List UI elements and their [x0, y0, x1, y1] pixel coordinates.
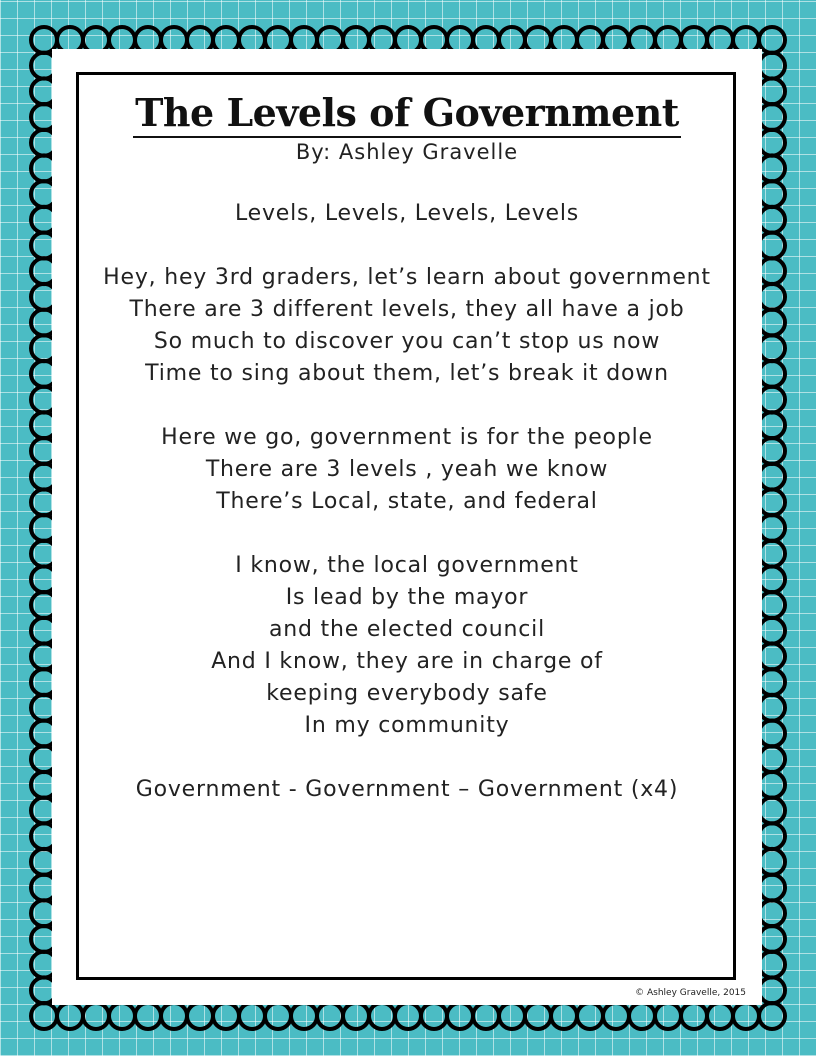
scallop-ring: [759, 130, 785, 156]
lyric-line: Levels, Levels, Levels, Levels: [234, 201, 580, 226]
page-title: The Levels of Government: [133, 90, 681, 138]
scallop-ring: [759, 387, 785, 413]
scallop-ring: [759, 155, 785, 181]
scallop-ring: [265, 1003, 291, 1029]
scallop-ring: [759, 798, 785, 824]
stanza: [79, 774, 735, 806]
scallop-ring: [759, 207, 785, 233]
scallop-ring: [629, 1003, 655, 1029]
scallop-ring: [759, 515, 785, 541]
lyric-line: Time to sing about them, let’s break it down: [145, 361, 669, 386]
lyric-line: There’s Local, state, and federal: [216, 489, 598, 514]
scallop-ring: [733, 1003, 759, 1029]
scallop-ring: [759, 464, 785, 490]
scallop-ring: [759, 720, 785, 746]
scallop-ring: [31, 1003, 57, 1029]
scallop-ring: [395, 1003, 421, 1029]
scallop-ring: [759, 104, 785, 130]
stanza: [79, 422, 735, 518]
scallop-ring: [759, 181, 785, 207]
scallop-ring: [759, 618, 785, 644]
scallop-ring: [655, 1003, 681, 1029]
scallop-ring: [525, 1003, 551, 1029]
scallop-ring: [759, 53, 785, 79]
scallop-ring: [759, 695, 785, 721]
scallop-ring: [83, 1003, 109, 1029]
scallop-ring: [759, 27, 785, 53]
scallop-ring: [759, 335, 785, 361]
stanza: [79, 262, 735, 390]
scallop-ring: [681, 1003, 707, 1029]
scallop-ring: [161, 1003, 187, 1029]
scallop-ring: [473, 1003, 499, 1029]
scallop-ring: [759, 772, 785, 798]
scallop-ring: [759, 438, 785, 464]
lyric-line: I know, the local government: [235, 553, 579, 578]
lyric-line: keeping everybody safe: [266, 681, 548, 706]
lyric-line: So much to discover you can’t stop us now: [153, 329, 661, 354]
lyric-line: There are 3 levels , yeah we know: [205, 457, 609, 482]
lyric-line: There are 3 different levels, they all have a job: [129, 297, 685, 322]
scallop-ring: [239, 1003, 265, 1029]
scallop-ring: [57, 1003, 83, 1029]
scallop-ring: [343, 1003, 369, 1029]
lyric-line: Hey, hey 3rd graders, let’s learn about government: [103, 265, 711, 290]
scallop-ring: [109, 1003, 135, 1029]
scallop-ring: [759, 875, 785, 901]
scallop-ring: [759, 541, 785, 567]
scallop-ring: [577, 1003, 603, 1029]
scallop-ring: [759, 746, 785, 772]
scallop-ring: [759, 232, 785, 258]
scallop-ring: [369, 1003, 395, 1029]
lyric-line: Here we go, government is for the people: [161, 425, 653, 450]
scallop-ring: [759, 926, 785, 952]
scallop-ring: [707, 1003, 733, 1029]
scallop-ring: [759, 823, 785, 849]
song-content: [79, 90, 735, 806]
scallop-ring: [759, 900, 785, 926]
scallop-ring: [759, 310, 785, 336]
lyric-line: Government - Government – Government (x4): [135, 777, 679, 802]
scallop-ring: [759, 1003, 785, 1029]
scallop-ring: [759, 78, 785, 104]
scallop-ring: [135, 1003, 161, 1029]
scallop-ring: [759, 592, 785, 618]
lyric-line: In my community: [304, 713, 510, 738]
scallop-ring: [759, 258, 785, 284]
copyright-notice: © Ashley Gravelle, 2015: [635, 988, 746, 998]
scallop-ring: [421, 1003, 447, 1029]
scallop-ring: [759, 849, 785, 875]
scallop-ring: [759, 669, 785, 695]
scallop-ring: [759, 952, 785, 978]
scallop-ring: [759, 977, 785, 1003]
scallop-ring: [759, 566, 785, 592]
scallop-ring: [213, 1003, 239, 1029]
scallop-ring: [291, 1003, 317, 1029]
scallop-ring: [447, 1003, 473, 1029]
scallop-ring: [551, 1003, 577, 1029]
lyric-line: and the elected council: [268, 617, 546, 642]
scallop-ring: [759, 284, 785, 310]
scallop-ring: [759, 643, 785, 669]
lyric-line: Is lead by the mayor: [285, 585, 529, 610]
byline: By: Ashley Gravelle: [295, 140, 519, 164]
scallop-ring: [317, 1003, 343, 1029]
stanza: [79, 198, 735, 230]
lyric-line: And I know, they are in charge of: [211, 649, 603, 674]
scallop-ring: [603, 1003, 629, 1029]
scallop-ring: [759, 489, 785, 515]
scallop-ring: [759, 361, 785, 387]
stanza: [79, 550, 735, 742]
scallop-ring: [187, 1003, 213, 1029]
scallop-ring: [499, 1003, 525, 1029]
scallop-ring: [759, 412, 785, 438]
